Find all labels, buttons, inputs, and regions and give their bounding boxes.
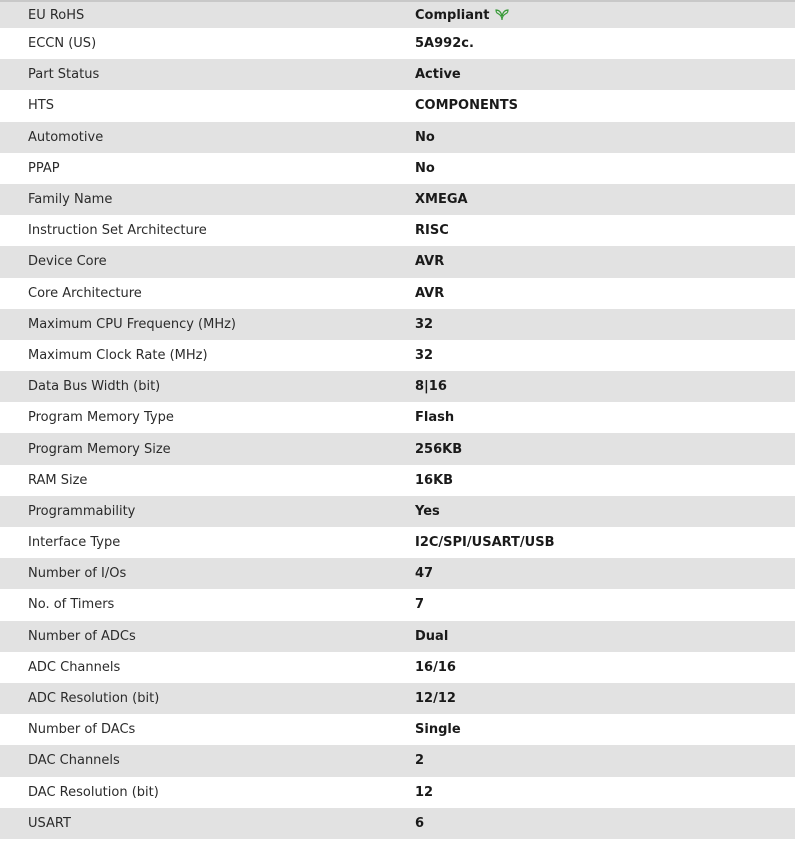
spec-label: Number of DACs: [28, 722, 136, 738]
spec-row: [0, 652, 795, 683]
spec-row: [0, 433, 795, 464]
spec-row: [0, 90, 795, 121]
spec-label: Programmability: [28, 503, 136, 519]
spec-row: [0, 153, 795, 184]
spec-value: RISC: [415, 223, 449, 239]
spec-row: [0, 745, 795, 776]
spec-value: 12: [415, 784, 434, 800]
spec-label: Number of ADCs: [28, 628, 136, 644]
spec-label: ADC Channels: [28, 659, 121, 675]
spec-label: EU RoHS: [28, 7, 85, 23]
spec-row: [0, 278, 795, 309]
spec-row: [0, 215, 795, 246]
spec-value: 16/16: [415, 659, 456, 675]
spec-row: [0, 371, 795, 402]
spec-value: I2C/SPI/USART/USB: [415, 535, 555, 551]
spec-value: 47: [415, 566, 434, 582]
spec-value: 16KB: [415, 472, 454, 488]
spec-value: 256KB: [415, 441, 463, 457]
spec-row: [0, 558, 795, 589]
leaf-icon: [495, 9, 509, 21]
spec-row: [0, 122, 795, 153]
spec-label: Number of I/Os: [28, 566, 127, 582]
spec-label: ADC Resolution (bit): [28, 691, 160, 707]
spec-row: [0, 777, 795, 808]
spec-value: Active: [415, 67, 461, 83]
spec-value: AVR: [415, 254, 445, 270]
spec-value: No: [415, 129, 435, 145]
spec-row: [0, 527, 795, 558]
spec-label: Automotive: [28, 129, 104, 145]
spec-row: [0, 683, 795, 714]
spec-value: 32: [415, 347, 434, 363]
spec-value: 5A992c.: [415, 36, 474, 52]
spec-label: No. of Timers: [28, 597, 115, 613]
spec-value: 6: [415, 815, 425, 831]
spec-row: [0, 496, 795, 527]
spec-value: 12/12: [415, 691, 456, 707]
spec-value: Dual: [415, 628, 449, 644]
spec-row: [0, 28, 795, 59]
spec-row: [0, 402, 795, 433]
spec-label: Core Architecture: [28, 285, 142, 301]
spec-label: DAC Channels: [28, 753, 120, 769]
spec-label: Device Core: [28, 254, 107, 270]
spec-row: [0, 589, 795, 620]
spec-row: [0, 808, 795, 839]
spec-label: Program Memory Size: [28, 441, 171, 457]
spec-row: [0, 246, 795, 277]
spec-row: [0, 714, 795, 745]
spec-value: AVR: [415, 285, 445, 301]
spec-row: [0, 340, 795, 371]
spec-value: COMPONENTS: [415, 98, 518, 114]
spec-value: No: [415, 160, 435, 176]
spec-label: Family Name: [28, 192, 113, 208]
spec-row: [0, 465, 795, 496]
spec-value: XMEGA: [415, 192, 468, 208]
spec-label: Instruction Set Architecture: [28, 223, 207, 239]
spec-value: 7: [415, 597, 425, 613]
spec-label: PPAP: [28, 160, 60, 176]
spec-value: 8|16: [415, 379, 447, 395]
spec-row: [0, 2, 795, 28]
spec-value: [415, 8, 509, 23]
spec-row: [0, 59, 795, 90]
spec-label: HTS: [28, 98, 54, 114]
spec-label: Maximum CPU Frequency (MHz): [28, 316, 236, 332]
spec-label: Data Bus Width (bit): [28, 379, 161, 395]
spec-row: [0, 309, 795, 340]
spec-value: 2: [415, 753, 425, 769]
spec-label: Part Status: [28, 67, 100, 83]
spec-label: RAM Size: [28, 472, 88, 488]
spec-label: Maximum Clock Rate (MHz): [28, 347, 208, 363]
spec-row: [0, 621, 795, 652]
spec-row: [0, 184, 795, 215]
spec-label: USART: [28, 815, 71, 831]
spec-label: Program Memory Type: [28, 410, 174, 426]
spec-value: 32: [415, 316, 434, 332]
spec-label: ECCN (US): [28, 36, 97, 52]
spec-label: DAC Resolution (bit): [28, 784, 159, 800]
spec-label: Interface Type: [28, 535, 121, 551]
spec-value-text: Compliant: [415, 7, 490, 23]
spec-value: Flash: [415, 410, 455, 426]
spec-value: Yes: [415, 503, 440, 519]
spec-value: Single: [415, 722, 461, 738]
